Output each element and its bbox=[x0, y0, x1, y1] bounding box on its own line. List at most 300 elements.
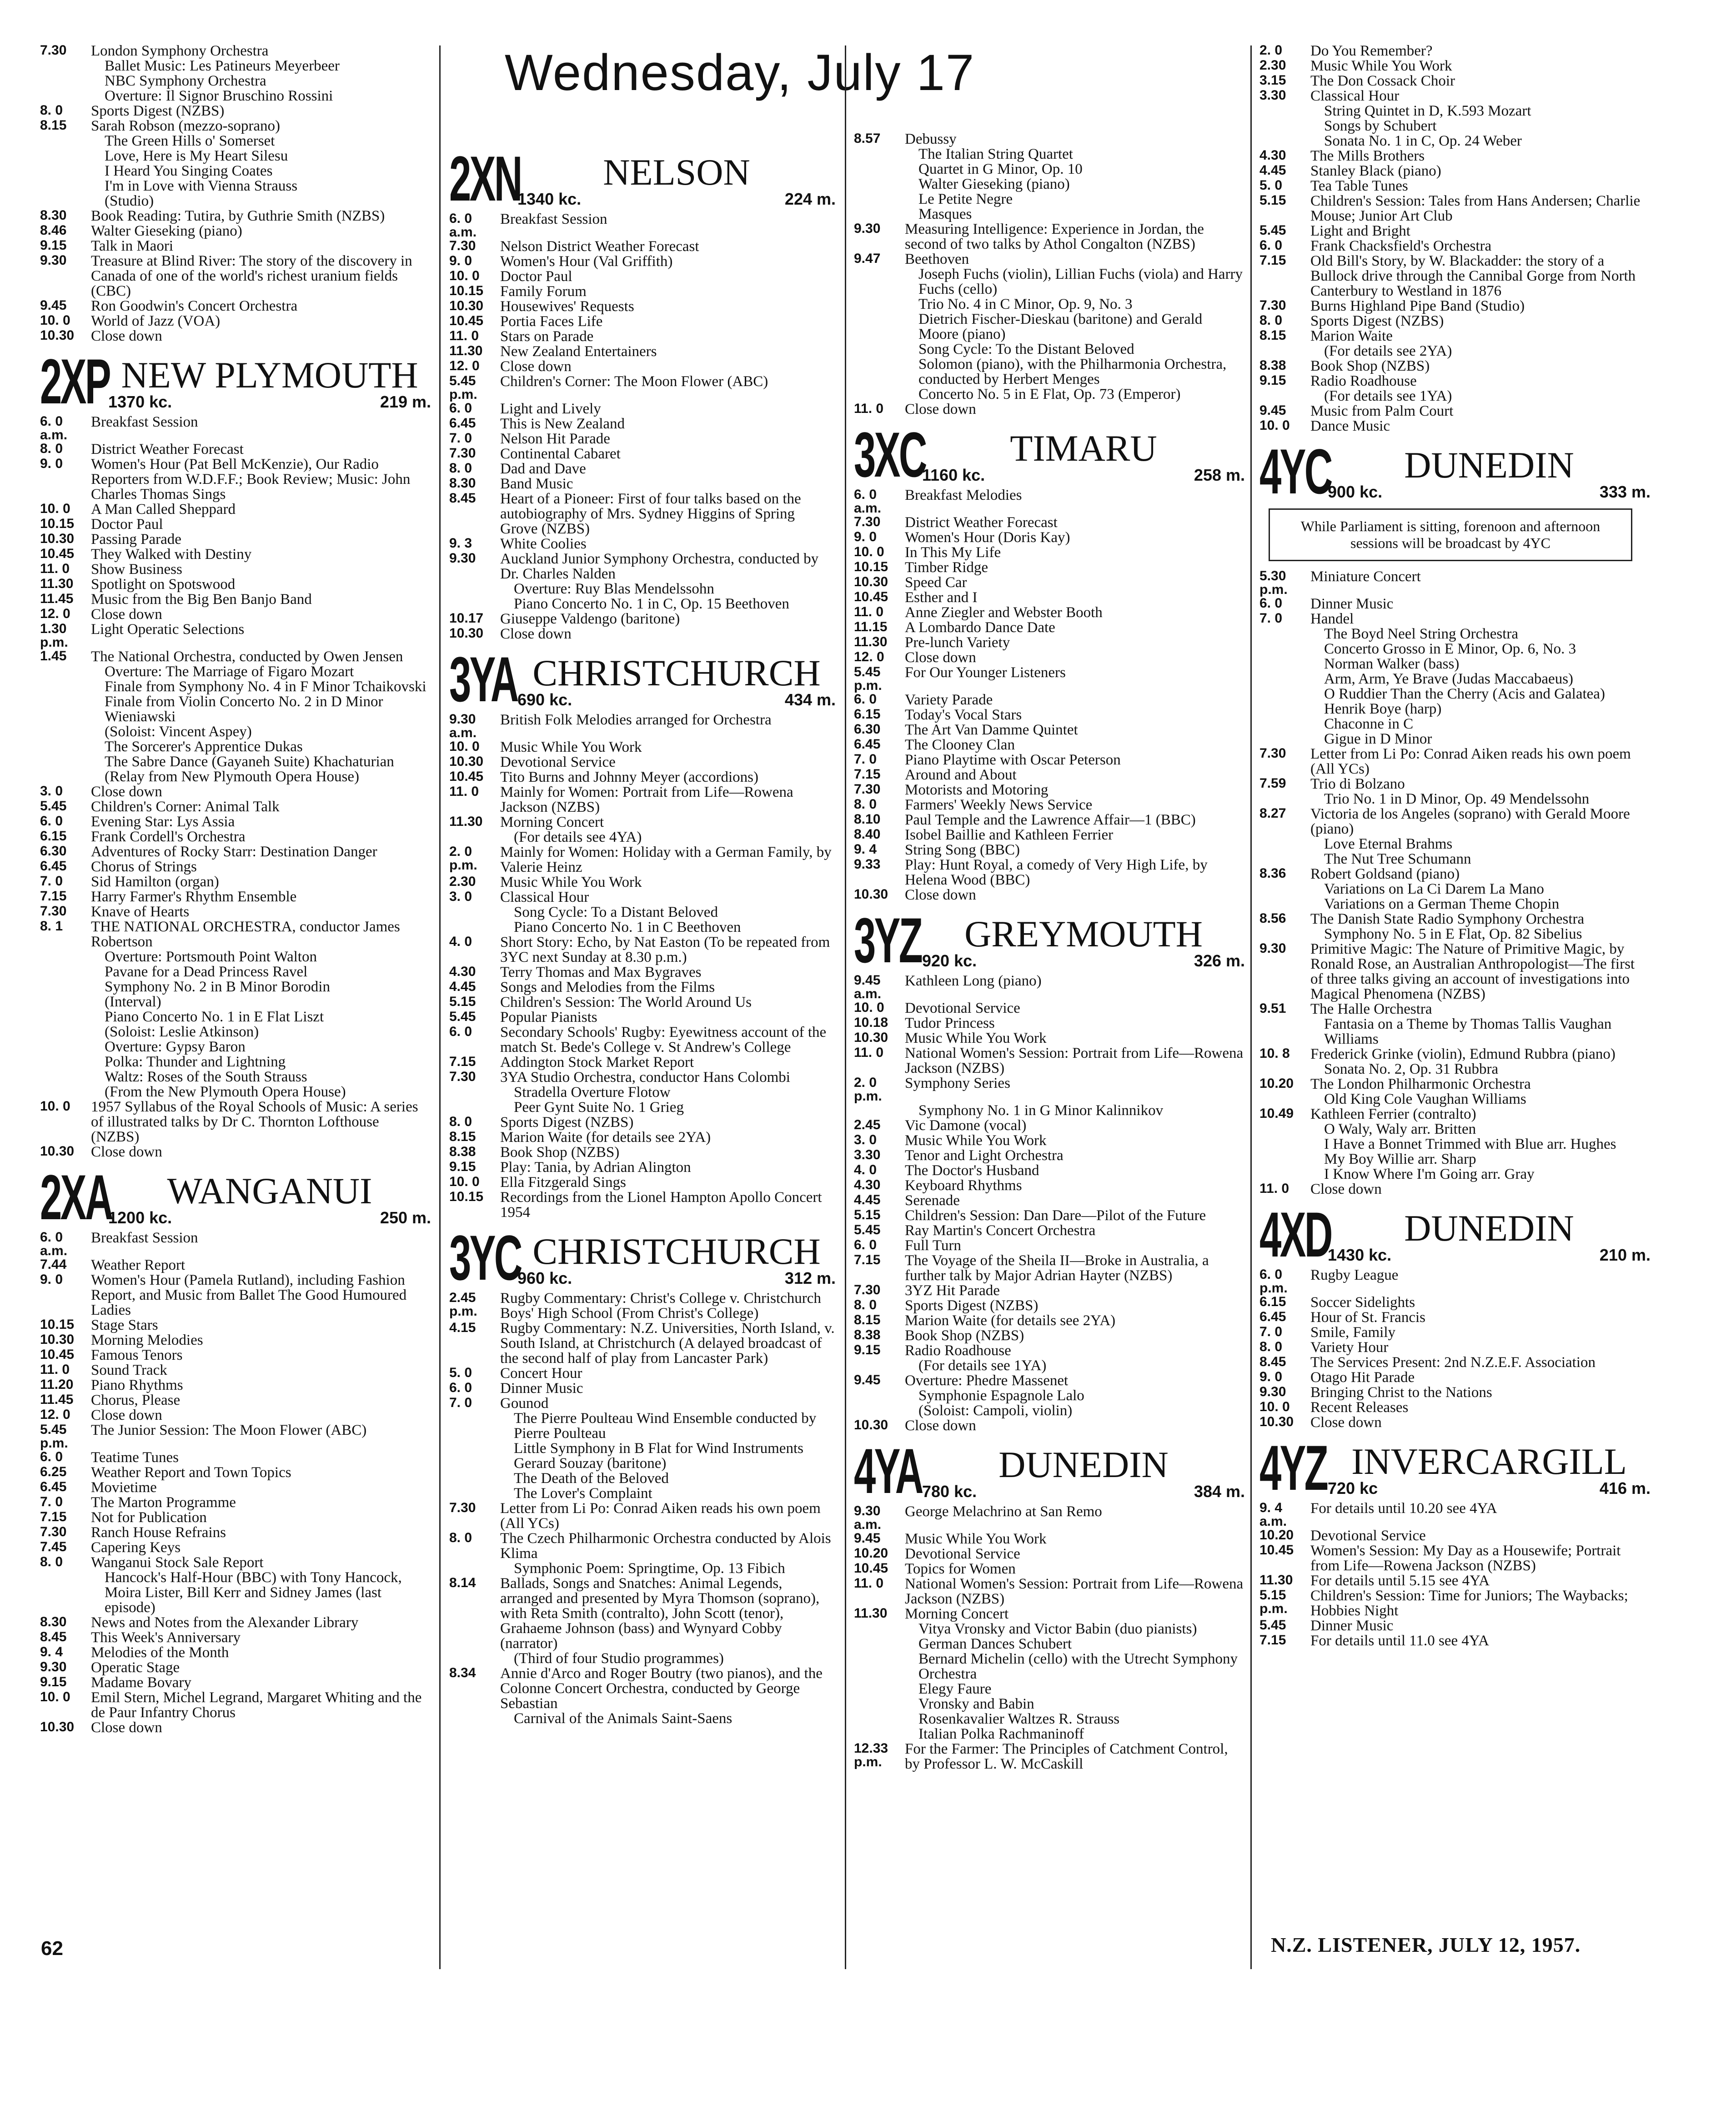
program-entry bbox=[449, 1531, 836, 1561]
program-text: Piano Playtime with Oscar Peterson bbox=[905, 752, 1121, 768]
program-text: Show Business bbox=[91, 561, 182, 578]
program-time: 7.15 bbox=[40, 1509, 67, 1524]
program-time: 5.45 bbox=[854, 1222, 881, 1237]
program-time: 2. 0 p.m. bbox=[449, 844, 477, 873]
program-text: Overture: Il Signor Bruschino Rossini bbox=[105, 88, 333, 104]
program-text: Dietrich Fischer-Dieskau (baritone) and Gerald Moore (piano) bbox=[918, 311, 1203, 342]
program-entry bbox=[1259, 374, 1651, 389]
program-time: 9.45 bbox=[854, 1531, 881, 1546]
program-time: 7.30 bbox=[40, 43, 67, 58]
program-entry bbox=[854, 813, 1245, 828]
program-time: 11.30 bbox=[1259, 1572, 1293, 1588]
program-time: 7.30 bbox=[1259, 298, 1286, 313]
program-entry bbox=[40, 1423, 431, 1450]
program-text: Breakfast Session bbox=[91, 414, 198, 430]
program-text: Secondary Schools' Rugby: Eyewitness account of the match St. Bede's College v. St Andrew's College bbox=[500, 1024, 827, 1056]
station-m: 210 m. bbox=[1599, 1245, 1651, 1264]
station-kc: 780 kc. bbox=[922, 1482, 977, 1501]
program-text: Stage Stars bbox=[91, 1317, 158, 1333]
program-time: 8.45 bbox=[449, 491, 476, 506]
program-time: 10.30 bbox=[854, 574, 888, 589]
program-text: I Have a Bonnet Trimmed with Blue arr. Hughes bbox=[1324, 1136, 1616, 1152]
program-text: The Death of the Beloved bbox=[514, 1470, 669, 1487]
program-text: Sarah Robson (mezzo-soprano) bbox=[91, 118, 281, 134]
program-entry bbox=[40, 799, 431, 814]
program-time: 7.30 bbox=[449, 238, 476, 253]
program-entry bbox=[1259, 119, 1651, 134]
program-entry bbox=[40, 860, 431, 875]
page-number: 62 bbox=[41, 1937, 63, 1960]
program-text: Walter Gieseking (piano) bbox=[918, 176, 1070, 192]
program-entry bbox=[40, 1318, 431, 1333]
program-entry bbox=[40, 1555, 431, 1570]
program-text: They Walked with Destiny bbox=[91, 546, 252, 563]
program-text: Dinner Music bbox=[500, 1380, 583, 1397]
program-entry bbox=[40, 1465, 431, 1480]
program-text: Trio No. 4 in C Minor, Op. 9, No. 3 bbox=[918, 296, 1133, 312]
program-time: 3. 0 bbox=[854, 1132, 877, 1147]
program-text: The Marton Programme bbox=[91, 1494, 236, 1511]
program-entry bbox=[40, 1408, 431, 1423]
program-text: Music While You Work bbox=[1310, 58, 1452, 74]
program-text: Esther and I bbox=[905, 589, 978, 606]
program-text: Light Operatic Selections bbox=[91, 621, 245, 638]
program-entry bbox=[1259, 359, 1651, 374]
program-entry bbox=[854, 888, 1245, 903]
program-entry bbox=[1259, 1340, 1651, 1355]
program-time: 8.30 bbox=[449, 476, 476, 491]
station-header bbox=[40, 1161, 431, 1233]
program-time: 8.30 bbox=[40, 208, 67, 223]
program-text: For details until 11.0 see 4YA bbox=[1310, 1632, 1489, 1649]
program-text: Isobel Baillie and Kathleen Ferrier bbox=[905, 827, 1114, 843]
program-entry bbox=[40, 415, 431, 442]
program-text: O Ruddier Than the Cherry (Acis and Galatea) bbox=[1324, 685, 1605, 702]
program-text: White Coolies bbox=[500, 536, 587, 552]
program-entry bbox=[449, 417, 836, 432]
program-entry bbox=[449, 1651, 836, 1666]
station-m: 434 m. bbox=[784, 690, 836, 709]
station-kc: 1160 kc. bbox=[922, 466, 985, 484]
program-text: Breakfast Session bbox=[500, 211, 607, 227]
program-time: 2. 0 p.m. bbox=[854, 1075, 882, 1104]
program-entry bbox=[40, 1100, 431, 1145]
program-entry bbox=[40, 457, 431, 502]
program-time: 9. 4 bbox=[40, 1644, 63, 1659]
program-text: Capering Keys bbox=[91, 1539, 181, 1556]
program-entry bbox=[854, 635, 1245, 650]
station-header bbox=[854, 419, 1245, 490]
program-entry bbox=[449, 1025, 836, 1055]
program-time: 9. 0 bbox=[40, 456, 63, 471]
program-entry bbox=[449, 875, 836, 890]
program-time: 9. 0 bbox=[449, 253, 472, 268]
station-header bbox=[449, 1222, 836, 1293]
program-text: Finale from Symphony No. 4 in F Minor Tchaikovski bbox=[105, 679, 426, 695]
program-entry bbox=[40, 1645, 431, 1660]
program-time: 6. 0 bbox=[449, 1380, 472, 1395]
program-list bbox=[854, 132, 1245, 417]
program-entry bbox=[449, 239, 836, 254]
station-m: 312 m. bbox=[784, 1269, 836, 1287]
program-time: 7.30 bbox=[449, 446, 476, 461]
station-kc: 690 kc. bbox=[517, 690, 572, 709]
program-text: The Services Present: 2nd N.Z.E.F. Association bbox=[1310, 1354, 1596, 1371]
program-text: Children's Session: Dan Dare—Pilot of the Future bbox=[905, 1207, 1206, 1224]
station-m: 384 m. bbox=[1194, 1482, 1245, 1501]
program-text: Piano Concerto No. 1 in C Beethoven bbox=[514, 919, 741, 935]
program-text: Symphonic Poem: Springtime, Op. 13 Fibich bbox=[514, 1560, 785, 1577]
program-text: Overture: Phedre Massenet bbox=[905, 1372, 1069, 1389]
program-text: Recordings from the Lionel Hampton Apollo Concert 1954 bbox=[500, 1189, 822, 1221]
program-time: 2.30 bbox=[1259, 58, 1286, 73]
program-text: Concerto Grosso in E Minor, Op. 6, No. 3 bbox=[1324, 640, 1576, 657]
program-time: 11.15 bbox=[854, 619, 888, 634]
program-time: 9.15 bbox=[40, 238, 67, 253]
program-time: 6.45 bbox=[854, 737, 881, 752]
program-time: 12. 0 bbox=[40, 1407, 70, 1422]
program-text: The Nut Tree Schumann bbox=[1324, 850, 1471, 867]
program-entry bbox=[854, 1622, 1245, 1637]
program-entry bbox=[1259, 1122, 1651, 1137]
program-entry bbox=[449, 432, 836, 447]
program-text: Nelson Hit Parade bbox=[500, 431, 610, 447]
program-entry bbox=[854, 843, 1245, 858]
footer-citation: N.Z. LISTENER, JULY 12, 1957. bbox=[1271, 1933, 1581, 1956]
program-time: 1.45 bbox=[40, 648, 67, 663]
program-text: Norman Walker (bass) bbox=[1324, 655, 1460, 672]
program-entry bbox=[449, 1160, 836, 1175]
program-time: 8. 0 bbox=[1259, 313, 1283, 328]
program-time: 9.45 bbox=[1259, 403, 1286, 418]
program-entry bbox=[40, 1720, 431, 1735]
program-time: 9.45 a.m. bbox=[854, 973, 882, 1001]
program-text: For details until 5.15 see 4YA bbox=[1310, 1572, 1490, 1589]
program-text: My Boy Willie arr. Sharp bbox=[1324, 1151, 1476, 1167]
program-entry bbox=[449, 1441, 836, 1456]
program-text: Primitive Magic: The Nature of Primitive Magic, by Ronald Rose, an Australian Anthropologist—The first of three talks giving an account of investigations into Magical Phenomena (NZBS) bbox=[1310, 940, 1635, 1002]
program-text: Women's Hour (Pamela Rutland), including Fashion Report, and Music from Ballet The Good Humoured Ladies bbox=[91, 1272, 407, 1318]
program-entry bbox=[449, 905, 836, 920]
program-text: (For details see 4YA) bbox=[514, 829, 642, 845]
program-entry bbox=[854, 342, 1245, 357]
program-time: 7.15 bbox=[449, 1054, 476, 1069]
program-text: National Women's Session: Portrait from Life—Rowena Jackson (NZBS) bbox=[905, 1045, 1244, 1076]
program-text: Rugby Commentary: N.Z. Universities, North Island, v. South Island, at Christchurch (A delayed broadcast of the second half of play from Lancaster Park) bbox=[500, 1320, 835, 1367]
program-time: 6. 0 bbox=[854, 692, 877, 707]
program-list bbox=[40, 415, 431, 1160]
program-time: 2.45 p.m. bbox=[449, 1290, 477, 1319]
program-time: 6. 0 bbox=[449, 401, 472, 416]
program-entry bbox=[449, 1501, 836, 1531]
program-entry bbox=[854, 530, 1245, 545]
program-entry bbox=[449, 359, 836, 374]
program-text: Songs and Melodies from the Films bbox=[500, 979, 715, 995]
program-entry bbox=[40, 769, 431, 784]
program-time: 1.30 p.m. bbox=[40, 621, 68, 650]
program-entry bbox=[854, 753, 1245, 768]
program-text: Overture: The Marriage of Figaro Mozart bbox=[105, 663, 354, 680]
program-text: Vic Damone (vocal) bbox=[905, 1117, 1027, 1134]
program-text: Kathleen Long (piano) bbox=[905, 973, 1042, 989]
program-time: 9. 0 bbox=[854, 529, 877, 544]
program-entry bbox=[1259, 792, 1651, 807]
station-kc: 920 kc. bbox=[922, 951, 977, 970]
program-entry bbox=[1259, 672, 1651, 687]
station-header bbox=[854, 1435, 1245, 1507]
program-entry bbox=[1259, 837, 1651, 852]
program-text: Keyboard Rhythms bbox=[905, 1177, 1022, 1194]
program-text: Tudor Princess bbox=[905, 1015, 995, 1031]
program-text: Variations on a German Theme Chopin bbox=[1324, 895, 1560, 912]
program-text: The Clooney Clan bbox=[905, 737, 1015, 753]
program-text: Symphonie Espagnole Lalo bbox=[918, 1387, 1084, 1404]
program-time: 7.30 bbox=[854, 1282, 881, 1297]
program-time: 6.45 bbox=[40, 859, 67, 874]
program-time: 5.15 bbox=[854, 1207, 881, 1222]
program-entry bbox=[40, 890, 431, 905]
program-entry bbox=[854, 974, 1245, 1001]
program-time: 7. 0 bbox=[449, 1395, 472, 1410]
program-entry bbox=[1259, 254, 1651, 299]
program-time: 10.30 bbox=[854, 887, 888, 902]
program-time: 9.30 bbox=[40, 1659, 67, 1674]
program-entry bbox=[40, 1570, 431, 1615]
program-entry bbox=[40, 1510, 431, 1525]
program-time: 11.45 bbox=[40, 591, 74, 606]
program-text: Rugby Commentary: Christ's College v. Christchurch Boys' High School (From Christ's College) bbox=[500, 1290, 821, 1322]
program-text: The Halle Orchestra bbox=[1310, 1000, 1432, 1017]
program-entry bbox=[1259, 717, 1651, 732]
program-entry bbox=[854, 297, 1245, 312]
program-entry bbox=[854, 1697, 1245, 1712]
program-entry bbox=[854, 222, 1245, 252]
program-text: The Danish State Radio Symphony Orchestra bbox=[1310, 910, 1585, 927]
program-time: 3. 0 bbox=[449, 889, 472, 904]
program-time: 11.30 bbox=[449, 814, 483, 829]
program-entry bbox=[40, 502, 431, 517]
program-time: 10.45 bbox=[449, 769, 484, 784]
program-entry bbox=[449, 1666, 836, 1711]
station-call: 3YZ bbox=[854, 905, 922, 976]
program-entry bbox=[449, 890, 836, 905]
program-entry bbox=[40, 1145, 431, 1160]
program-entry bbox=[449, 1561, 836, 1576]
station-header bbox=[1259, 436, 1651, 507]
program-text: Harry Farmer's Rhythm Ensemble bbox=[91, 889, 297, 905]
program-text: Close down bbox=[905, 1417, 976, 1434]
program-entry bbox=[1259, 687, 1651, 702]
program-time: 8. 0 bbox=[1259, 1339, 1283, 1354]
column-rule bbox=[1250, 45, 1252, 1969]
program-text: Sonata No. 1 in C, Op. 24 Weber bbox=[1324, 133, 1522, 149]
program-entry bbox=[854, 1298, 1245, 1313]
program-text: Burns Highland Pipe Band (Studio) bbox=[1310, 298, 1525, 314]
program-time: 7.30 bbox=[854, 782, 881, 797]
program-text: Ballads, Songs and Snatches: Animal Legends, arranged and presented by Myra Thomson (soprano), with Reta Smith (contralto), John Scott (tenor), Grahaeme Johnson (bass) and Wynyard Cobby (narrator) bbox=[500, 1575, 820, 1652]
program-text: Popular Pianists bbox=[500, 1009, 597, 1025]
page-title: Wednesday, July 17 bbox=[505, 44, 975, 101]
program-text: Ray Martin's Concert Orchestra bbox=[905, 1222, 1096, 1239]
program-entry bbox=[449, 785, 836, 815]
program-entry bbox=[854, 1682, 1245, 1697]
station-call: 4YA bbox=[854, 1435, 922, 1507]
program-text: I'm in Love with Vienna Strauss bbox=[105, 178, 298, 194]
program-entry bbox=[449, 299, 836, 314]
program-entry bbox=[854, 798, 1245, 813]
program-time: 8.15 bbox=[449, 1129, 476, 1144]
program-list bbox=[1259, 44, 1651, 434]
program-time: 10.30 bbox=[40, 328, 75, 343]
program-time: 7.30 bbox=[449, 1069, 476, 1084]
program-text: Little Symphony in B Flat for Wind Instruments bbox=[514, 1440, 803, 1457]
program-text: Variations on La Ci Darem La Mano bbox=[1324, 880, 1544, 897]
program-text: Play: Tania, by Adrian Alington bbox=[500, 1159, 691, 1176]
program-text: Walter Gieseking (piano) bbox=[91, 223, 242, 239]
program-text: Piano Concerto No. 1 in C, Op. 15 Beethoven bbox=[514, 596, 789, 612]
program-time: 9. 4 bbox=[854, 842, 877, 857]
station-m: 258 m. bbox=[1194, 466, 1245, 484]
program-text: Auckland Junior Symphony Orchestra, conducted by Dr. Charles Nalden bbox=[500, 551, 819, 582]
program-time: 11. 0 bbox=[40, 1362, 70, 1377]
program-entry bbox=[854, 1133, 1245, 1148]
program-entry bbox=[854, 605, 1245, 620]
program-text: Book Reading: Tutira, by Guthrie Smith (NZBS) bbox=[91, 208, 385, 224]
program-text: A Lombardo Dance Date bbox=[905, 619, 1055, 636]
program-text: Addington Stock Market Report bbox=[500, 1054, 694, 1071]
program-text: Nelson District Weather Forecast bbox=[500, 238, 699, 255]
program-entry bbox=[1259, 179, 1651, 194]
program-text: This Week's Anniversary bbox=[91, 1629, 241, 1646]
program-text: Doctor Paul bbox=[500, 268, 572, 285]
program-list bbox=[854, 1504, 1245, 1772]
program-text: I Heard You Singing Coates bbox=[105, 163, 273, 179]
program-entry bbox=[1259, 612, 1651, 627]
program-entry bbox=[449, 935, 836, 965]
program-text: Women's Hour (Pat Bell McKenzie), Our Radio Reporters from W.D.F.F.; Book Review; Music: John Charles Thomas Sings bbox=[91, 456, 411, 503]
program-entry bbox=[854, 1163, 1245, 1178]
program-text: Classical Hour bbox=[1310, 88, 1400, 104]
program-text: Love, Here is My Heart Silesu bbox=[105, 148, 288, 164]
program-time: 10. 0 bbox=[854, 1000, 884, 1015]
program-text: Masques bbox=[918, 206, 972, 222]
program-text: Tito Burns and Johnny Meyer (accordions) bbox=[500, 769, 758, 785]
program-text: Emil Stern, Michel Legrand, Margaret Whiting and the de Paur Infantry Chorus bbox=[91, 1689, 422, 1721]
program-time: 7.15 bbox=[1259, 253, 1286, 268]
program-list bbox=[1259, 569, 1651, 1197]
program-text: Devotional Service bbox=[1310, 1527, 1426, 1544]
station-call: 4XD bbox=[1259, 1198, 1331, 1270]
program-time: 9.15 bbox=[449, 1159, 476, 1174]
program-time: 10.30 bbox=[40, 1332, 75, 1347]
program-entry bbox=[40, 754, 431, 769]
program-text: Le Petite Negre bbox=[918, 191, 1013, 207]
program-list bbox=[854, 974, 1245, 1433]
program-text: Devotional Service bbox=[905, 1000, 1020, 1016]
program-text: Close down bbox=[905, 401, 976, 417]
program-entry bbox=[40, 89, 431, 104]
program-time: 11.45 bbox=[40, 1392, 74, 1407]
program-entry bbox=[854, 1223, 1245, 1238]
program-text: (Soloist: Leslie Atkinson) bbox=[105, 1024, 259, 1040]
program-entry bbox=[449, 329, 836, 344]
program-text: Close down bbox=[1310, 1181, 1382, 1197]
program-time: 7.30 bbox=[1259, 745, 1286, 761]
program-entry bbox=[1259, 74, 1651, 89]
program-entry bbox=[449, 1070, 836, 1085]
program-time: 11. 0 bbox=[854, 1045, 884, 1060]
program-entry bbox=[854, 1208, 1245, 1223]
program-text: Do You Remember? bbox=[1310, 43, 1433, 59]
program-entry bbox=[1259, 597, 1651, 612]
program-time: 11.30 bbox=[449, 343, 483, 358]
program-text: Music While You Work bbox=[500, 874, 642, 890]
program-entry bbox=[1259, 59, 1651, 74]
program-text: Letter from Li Po: Conrad Aiken reads his own poem (All YCs) bbox=[1310, 745, 1631, 777]
program-entry bbox=[1259, 389, 1651, 404]
program-entry bbox=[854, 312, 1245, 342]
program-text: Measuring Intelligence: Experience in Jordan, the second of two talks by Athol Congalton (NZBS) bbox=[905, 221, 1204, 252]
program-entry bbox=[854, 192, 1245, 207]
station-header bbox=[449, 143, 836, 214]
station-kc: 1200 kc. bbox=[108, 1208, 172, 1227]
station-kc: 900 kc. bbox=[1328, 483, 1383, 501]
program-entry bbox=[40, 649, 431, 664]
program-time: 11. 0 bbox=[449, 784, 479, 799]
program-text: Morning Concert bbox=[500, 814, 604, 830]
program-entry bbox=[449, 1175, 836, 1190]
program-text: Children's Session: Time for Juniors; The Waybacks; Hobbies Night bbox=[1310, 1587, 1628, 1619]
program-text: Marion Waite (for details see 2YA) bbox=[500, 1129, 711, 1146]
program-entry bbox=[449, 582, 836, 597]
program-text: Close down bbox=[91, 1719, 162, 1736]
program-entry bbox=[1259, 642, 1651, 657]
program-text: Robert Goldsand (piano) bbox=[1310, 865, 1460, 882]
program-entry bbox=[854, 620, 1245, 635]
program-text: Close down bbox=[500, 626, 572, 642]
program-time: 9.15 bbox=[40, 1674, 67, 1689]
program-time: 6. 0 bbox=[1259, 238, 1283, 253]
program-time: 8.15 bbox=[854, 1312, 881, 1327]
program-time: 10.15 bbox=[449, 283, 484, 298]
station-call: 2XP bbox=[40, 346, 110, 417]
program-time: 10.45 bbox=[40, 546, 75, 561]
program-entry bbox=[854, 252, 1245, 267]
program-text: (Soloist: Vincent Aspey) bbox=[105, 724, 252, 740]
program-time: 5.15 bbox=[1259, 193, 1286, 208]
column-2 bbox=[449, 141, 836, 1726]
program-entry bbox=[40, 254, 431, 299]
program-entry bbox=[1259, 867, 1651, 882]
program-entry bbox=[854, 665, 1245, 693]
program-text: Dance Music bbox=[1310, 418, 1390, 434]
program-text: British Folk Melodies arranged for Orchestra bbox=[500, 712, 772, 728]
program-entry bbox=[854, 1532, 1245, 1547]
program-entry bbox=[854, 1031, 1245, 1046]
program-text: Mainly for Women: Holiday with a German Family, by Valerie Heinz bbox=[500, 844, 832, 875]
program-text: Music While You Work bbox=[500, 739, 642, 755]
program-time: 7.59 bbox=[1259, 775, 1286, 791]
program-entry bbox=[1259, 569, 1651, 597]
program-entry bbox=[40, 314, 431, 329]
program-time: 9.30 bbox=[1259, 1384, 1286, 1399]
program-time: 6. 0 bbox=[1259, 595, 1283, 611]
column-3 bbox=[854, 132, 1245, 1772]
program-entry bbox=[1259, 1573, 1651, 1588]
program-time: 9.51 bbox=[1259, 1000, 1286, 1016]
program-entry bbox=[854, 387, 1245, 402]
program-text: Gigue in D Minor bbox=[1324, 730, 1432, 747]
